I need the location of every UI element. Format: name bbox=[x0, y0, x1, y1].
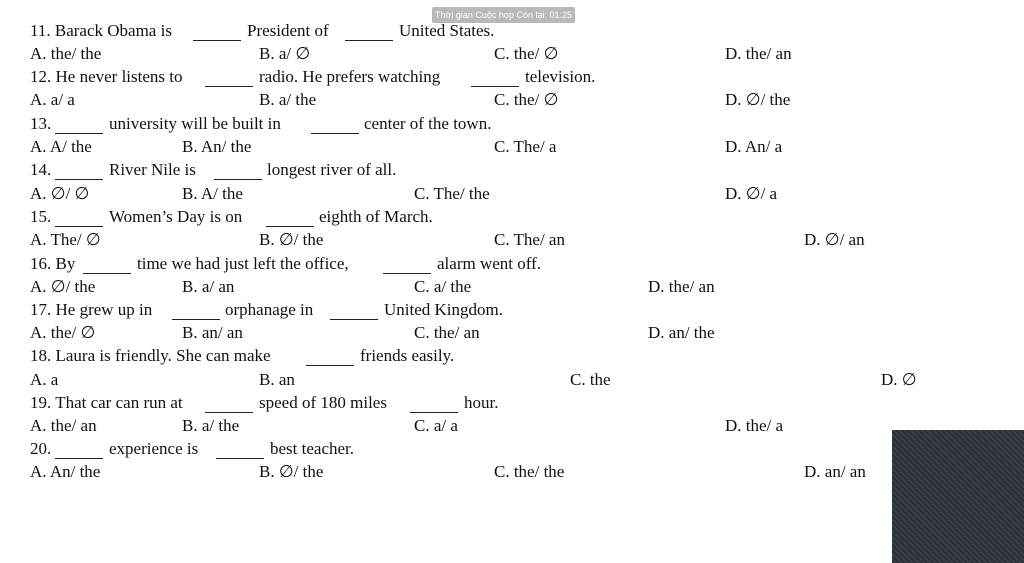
option-d: D. ∅/ an bbox=[804, 230, 865, 249]
question-13-text: university will be built in bbox=[109, 114, 281, 133]
question-15-text: 15. bbox=[30, 207, 52, 226]
question-16-text: time we had just left the office, bbox=[137, 254, 349, 273]
option-d: D. ∅/ a bbox=[725, 184, 778, 203]
question-12-text: radio. He prefers watching bbox=[259, 67, 441, 86]
answer-blank bbox=[193, 40, 241, 41]
answer-blank bbox=[214, 179, 262, 180]
option-b: B. an/ an bbox=[182, 323, 243, 342]
option-a: A. A/ the bbox=[30, 137, 92, 156]
answer-blank bbox=[205, 86, 253, 87]
option-a: A. ∅/ ∅ bbox=[30, 184, 90, 203]
question-19-text: hour. bbox=[464, 393, 499, 412]
question-14-text: longest river of all. bbox=[267, 160, 397, 179]
question-19-text: speed of 180 miles bbox=[259, 393, 387, 412]
option-b: B. An/ the bbox=[182, 137, 252, 156]
option-c: C. the/ the bbox=[494, 462, 565, 481]
question-11-text: President of bbox=[247, 21, 329, 40]
video-thumbnail-overlay bbox=[892, 430, 1024, 563]
option-b: B. a/ an bbox=[182, 277, 235, 296]
option-a: A. An/ the bbox=[30, 462, 101, 481]
option-c: C. the/ ∅ bbox=[494, 44, 559, 63]
question-15-text: eighth of March. bbox=[319, 207, 433, 226]
question-18-text: friends easily. bbox=[360, 346, 455, 365]
answer-blank bbox=[55, 179, 103, 180]
option-b: B. ∅/ the bbox=[259, 230, 324, 249]
option-b: B. a/ the bbox=[182, 416, 240, 435]
option-c: C. the bbox=[570, 370, 611, 389]
option-c: C. The/ a bbox=[494, 137, 557, 156]
option-a: A. the/ ∅ bbox=[30, 323, 96, 342]
option-c: C. the/ ∅ bbox=[494, 90, 559, 109]
answer-blank bbox=[345, 40, 393, 41]
question-17-text: orphanage in bbox=[225, 300, 314, 319]
option-b: B. an bbox=[259, 370, 295, 389]
option-a: A. a/ a bbox=[30, 90, 75, 109]
question-17-text: United Kingdom. bbox=[384, 300, 503, 319]
question-13-text: center of the town. bbox=[364, 114, 492, 133]
question-18-text: 18. Laura is friendly. She can make bbox=[30, 346, 271, 365]
option-c: C. The/ an bbox=[494, 230, 565, 249]
answer-blank bbox=[330, 319, 378, 320]
answer-blank bbox=[383, 273, 431, 274]
option-a: A. the/ an bbox=[30, 416, 97, 435]
question-12-text: television. bbox=[525, 67, 596, 86]
option-d: D. ∅ bbox=[881, 370, 917, 389]
question-15-text: Women’s Day is on bbox=[109, 207, 243, 226]
answer-blank bbox=[55, 458, 103, 459]
answer-blank bbox=[172, 319, 220, 320]
option-b: B. a/ the bbox=[259, 90, 317, 109]
question-14-text: River Nile is bbox=[109, 160, 196, 179]
question-14-text: 14. bbox=[30, 160, 52, 179]
question-16-text: 16. By bbox=[30, 254, 76, 273]
answer-blank bbox=[55, 133, 103, 134]
option-a: A. ∅/ the bbox=[30, 277, 96, 296]
option-d: D. ∅/ the bbox=[725, 90, 791, 109]
meeting-timer-banner: Thời gian Cuộc họp Còn lại: 01:25 bbox=[432, 7, 575, 23]
answer-blank bbox=[216, 458, 264, 459]
option-d: D. An/ a bbox=[725, 137, 783, 156]
option-c: C. a/ a bbox=[414, 416, 458, 435]
option-c: C. The/ the bbox=[414, 184, 490, 203]
answer-blank bbox=[410, 412, 458, 413]
option-d: D. the/ a bbox=[725, 416, 784, 435]
option-d: D. an/ an bbox=[804, 462, 866, 481]
answer-blank bbox=[471, 86, 519, 87]
question-20-text: experience is bbox=[109, 439, 199, 458]
option-c: C. the/ an bbox=[414, 323, 480, 342]
option-b: B. a/ ∅ bbox=[259, 44, 311, 63]
question-20-text: best teacher. bbox=[270, 439, 355, 458]
option-a: A. a bbox=[30, 370, 59, 389]
question-12-text: 12. He never listens to bbox=[30, 67, 183, 86]
option-d: D. an/ the bbox=[648, 323, 715, 342]
answer-blank bbox=[266, 226, 314, 227]
answer-blank bbox=[306, 365, 354, 366]
answer-blank bbox=[83, 273, 131, 274]
option-b: B. ∅/ the bbox=[259, 462, 324, 481]
question-13-text: 13. bbox=[30, 114, 52, 133]
option-a: A. the/ the bbox=[30, 44, 102, 63]
question-19-text: 19. That car can run at bbox=[30, 393, 183, 412]
option-c: C. a/ the bbox=[414, 277, 472, 296]
question-16-text: alarm went off. bbox=[437, 254, 542, 273]
question-17-text: 17. He grew up in bbox=[30, 300, 153, 319]
question-11-text: 11. Barack Obama is bbox=[30, 21, 172, 40]
option-d: D. the/ an bbox=[725, 44, 792, 63]
question-20-text: 20. bbox=[30, 439, 52, 458]
answer-blank bbox=[55, 226, 103, 227]
answer-blank bbox=[311, 133, 359, 134]
answer-blank bbox=[205, 412, 253, 413]
option-a: A. The/ ∅ bbox=[30, 230, 101, 249]
question-11-text: United States. bbox=[399, 21, 495, 40]
option-b: B. A/ the bbox=[182, 184, 243, 203]
option-d: D. the/ an bbox=[648, 277, 715, 296]
